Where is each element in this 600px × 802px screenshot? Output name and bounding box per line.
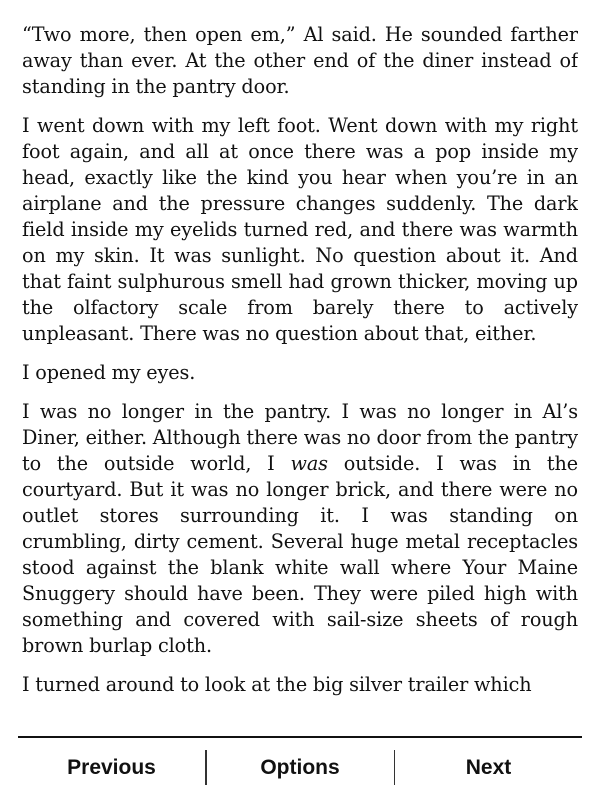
book-paragraph	[22, 22, 578, 100]
book-paragraph	[22, 399, 578, 659]
book-paragraph	[22, 360, 578, 386]
previous-button[interactable]: Previous	[67, 756, 156, 779]
next-button[interactable]: Next	[465, 756, 512, 779]
paragraph-text: I went down with my left foot. Went down with my right foot again, and all at once there was a pop inside my head, exactly like the kind you hear when you’re in an airplane and the pressure changes suddenly. The dark field inside my eyelids turned red, and there was warmth on my skin. It was sunlight. No question about it. And that faint sulphurous smell had grown thicker, moving up the olfactory scale from barely there to actively unpleasant. There was no question about that, either.	[22, 114, 578, 345]
paragraph-text: outside. I was in the courtyard. But it was no longer brick, and there were no outlet stores surrounding it. I was standing on crumbling, dirty cement. Several huge metal receptacles stood against the blank white wall where Your Maine Snuggery should have been. They were piled high with something and covered with sail-size sheets of rough brown burlap cloth.	[22, 452, 578, 657]
paragraph-text: I was no longer in the pantry. I was no longer in Al’s Diner, either. Although there was no door from the pantry to the outside world, I	[22, 400, 578, 475]
book-paragraph	[22, 113, 578, 347]
options-button[interactable]: Options	[260, 756, 340, 779]
paragraph-text: I opened my eyes.	[22, 361, 196, 384]
emphasized-text: was	[290, 452, 328, 475]
navigation-bar	[18, 736, 582, 802]
paragraph-text: “Two more, then open em,” Al said. He sounded farther away than ever. At the other end of the diner instead of standing in the pantry door.	[22, 23, 578, 98]
reading-pane	[22, 22, 578, 728]
book-paragraph	[22, 672, 578, 698]
paragraph-text: I turned around to look at the big silver trailer which	[22, 673, 532, 696]
